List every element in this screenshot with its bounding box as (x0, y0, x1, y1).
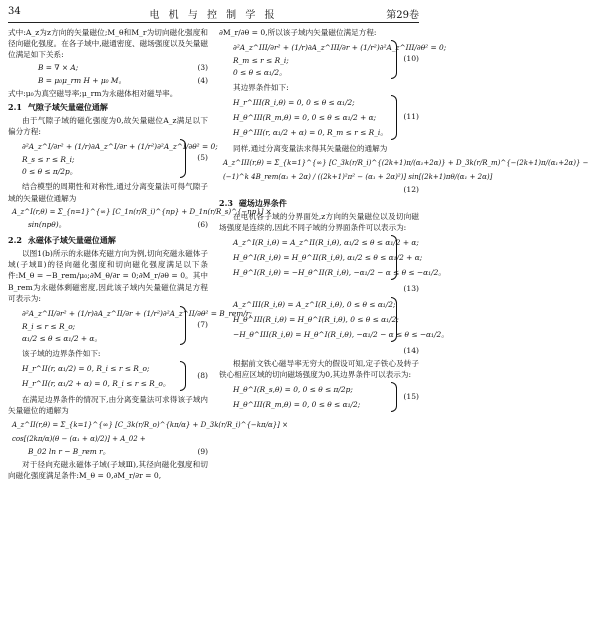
equation-13: A_z^I(R_i,θ) = A_z^II(R_i,θ), α₁/2 ≤ θ ≤ α₁/2 + α; H_θ^I(R_i,θ) = H_θ^II(R_i,θ), α₁/2 ≤ θ ≤ α₁/2 + α; H_θ^I(R_i,θ) = −H_θ^II(R_i,θ), −α₁/2 − α ≤ θ ≤ −α₁/2。 (219, 235, 419, 280)
section-2-1-heading: 2.1 气隙子域矢量磁位通解 (8, 101, 108, 112)
paragraph-2-1b: 结合模型的周期性和对称性,通过分离变量法可得气隙子域的矢量磁位通解为 (8, 182, 208, 203)
paragraph-2-2: 以图1(b)所示的永磁体充磁方向为例,切向充磁永磁体子域(子域Ⅱ)的径向磁化强度和切向磁化强度满足以下条件:M_θ = −B_rem/μ₀;∂M_θ/∂r = 0;∂M_r/∂θ = 0。其中B_rem为永磁体剩磁密度,因此该子域内矢量磁位满足方程可表示为: (8, 249, 208, 303)
journal-title: 电 机 与 控 制 学 报 (149, 10, 278, 21)
page-number: 34 (8, 6, 21, 17)
equation-12-number: (12) (403, 184, 419, 194)
equation-9a: A_z^II(r,θ) = Σ_{k=1}^{∞} [C_3k(r/R_o)^{kπ/α} + D_3k(r/R_i)^{−kπ/α}] × (12, 420, 288, 429)
equation-12a: A_z^III(r,θ) = Σ_{k=1}^{∞} [C_3k(r/R_i)^{(2k+1)π/(α₁+2α)} + D_3k(r/R_m)^{−(2k+1)π/(α₁+2α)} − (223, 158, 589, 167)
paragraph-2-2c: 在满足边界条件的情况下,由分离变量法可求得该子域内矢量磁位的通解为 (8, 395, 208, 416)
equation-12b: (−1)^k 4B_rem(α₁ + 2α) / ((2k+1)²π² − (α₁ + 2α)²)] sin[(2k+1)πθ/(α₁ + 2α)] (223, 172, 493, 181)
equation-13-number: (13) (403, 284, 419, 294)
section-2-2-heading: 2.2 永磁体子域矢量磁位通解 (8, 234, 116, 245)
equation-3: B = ∇ × A; (3) (38, 62, 208, 72)
equation-4: B = μ₀μ_rm H + μ₀ M。 (4) (38, 75, 208, 85)
paragraph-2-3: 在电机各子域的分界面处,z方向的矢量磁位以及切向磁场强度是连续的,因此不同子域的分界面条件可以表示为: (219, 212, 419, 233)
equation-14: A_z^III(R_i,θ) = A_z^I(R_i,θ), 0 ≤ θ ≤ α₁/2; H_θ^III(R_i,θ) = H_θ^I(R_i,θ), 0 ≤ θ ≤ α₁/2; −H_θ^III(R_i,θ) = H_θ^I(R_i,θ), −α₁/2 − α ≤ θ ≤ −α₁/2。 (219, 297, 419, 342)
paragraph-general: 同样,通过分离变量法求得其矢量磁位的通解为 (233, 144, 388, 154)
paragraph-right-top: ∂M_r/∂θ = 0,所以该子域内矢量磁位满足方程: (219, 28, 377, 37)
paragraph-mu: 式中:μ₀为真空磁导率;μ_rm为永磁体相对磁导率。 (8, 88, 178, 98)
page-header (8, 6, 419, 20)
equation-6a: A_z^I(r,θ) = Σ_{n=1}^{∞} [C_1n(r/R_i)^{np} + D_1n(r/R_s)^{−np}] × (12, 207, 272, 216)
equation-7: ∂²A_z^II/∂r² + (1/r)∂A_z^II/∂r + (1/r²)∂²A_z^II/∂θ² = B_rem/r; R_i ≤ r ≤ R_o; α₁/2 ≤ θ ≤ α₁/2 + α。 (7) (8, 306, 208, 345)
equation-15: H_θ^I(R_s,θ) = 0, 0 ≤ θ ≤ π/2p; H_θ^III(R_m,θ) = 0, 0 ≤ θ ≤ α₁/2; (15) (219, 382, 419, 412)
equation-9b: cos[(2kπ/α)(θ − (α₁ + α)/2)] + A_02 + (12, 434, 146, 443)
equation-14-number: (14) (403, 345, 419, 355)
paragraph-2-2b: 该子域的边界条件如下: (22, 349, 101, 359)
equation-6b: sin(npθ)。 (6) (28, 219, 208, 229)
right-column (219, 27, 589, 415)
volume-label: 第29卷 (386, 10, 419, 21)
paragraph-2-2d: 对于径向充磁永磁体子域(子域Ⅲ),其径向磁化强度和切向磁化强度满足条件:M_θ = 0,∂M_r/∂r = 0, (8, 459, 208, 480)
equation-9c: B_02 ln r − B_rem r。 (9) (28, 446, 208, 456)
header-rule (8, 22, 419, 23)
equation-11: H_r^III(R_i,θ) = 0, 0 ≤ θ ≤ α₁/2; H_θ^III(R_m,θ) = 0, 0 ≤ θ ≤ α₁/2 + α; H_θ^III(r, α₁/2 + α) = 0, R_m ≤ r ≤ R_i。 (11) (219, 95, 419, 140)
equation-10: ∂²A_z^III/∂r² + (1/r)∂A_z^III/∂r + (1/r²)∂²A_z^III/∂θ² = 0; R_m ≤ r ≤ R_i; 0 ≤ θ ≤ α₁/2。 (10) (219, 40, 419, 79)
paragraph-intro: 式中:A_z为z方向的矢量磁位;M_θ和M_r为切向磁化强度和径向磁化强度。在各子域中,磁通密度、磁场强度以及矢量磁位满足如下关系: (8, 28, 208, 60)
equation-5: ∂²A_z^I/∂r² + (1/r)∂A_z^I/∂r + (1/r²)∂²A_z^I/∂θ² = 0; R_s ≤ r ≤ R_i; 0 ≤ θ ≤ π/2p。 (5) (8, 139, 208, 178)
equation-8: H_r^II(r, α₁/2) = 0, R_i ≤ r ≤ R_o; H_r^II(r, α₁/2 + α) = 0, R_i ≤ r ≤ R_o。 (8) (8, 361, 208, 391)
paragraph-2-1: 由于气隙子域的磁化强度为0,故矢量磁位A_z满足以下偏分方程: (8, 116, 208, 137)
paragraph-last: 根据前文铁心磁导率无穷大的假设可知,定子铁心及转子铁心相应区域的切向磁场强度为0,其边界条件可以表示为: (219, 358, 419, 380)
section-2-3-heading: 2.3 磁场边界条件 (219, 197, 287, 208)
paragraph-bc: 其边界条件如下: (233, 83, 289, 93)
